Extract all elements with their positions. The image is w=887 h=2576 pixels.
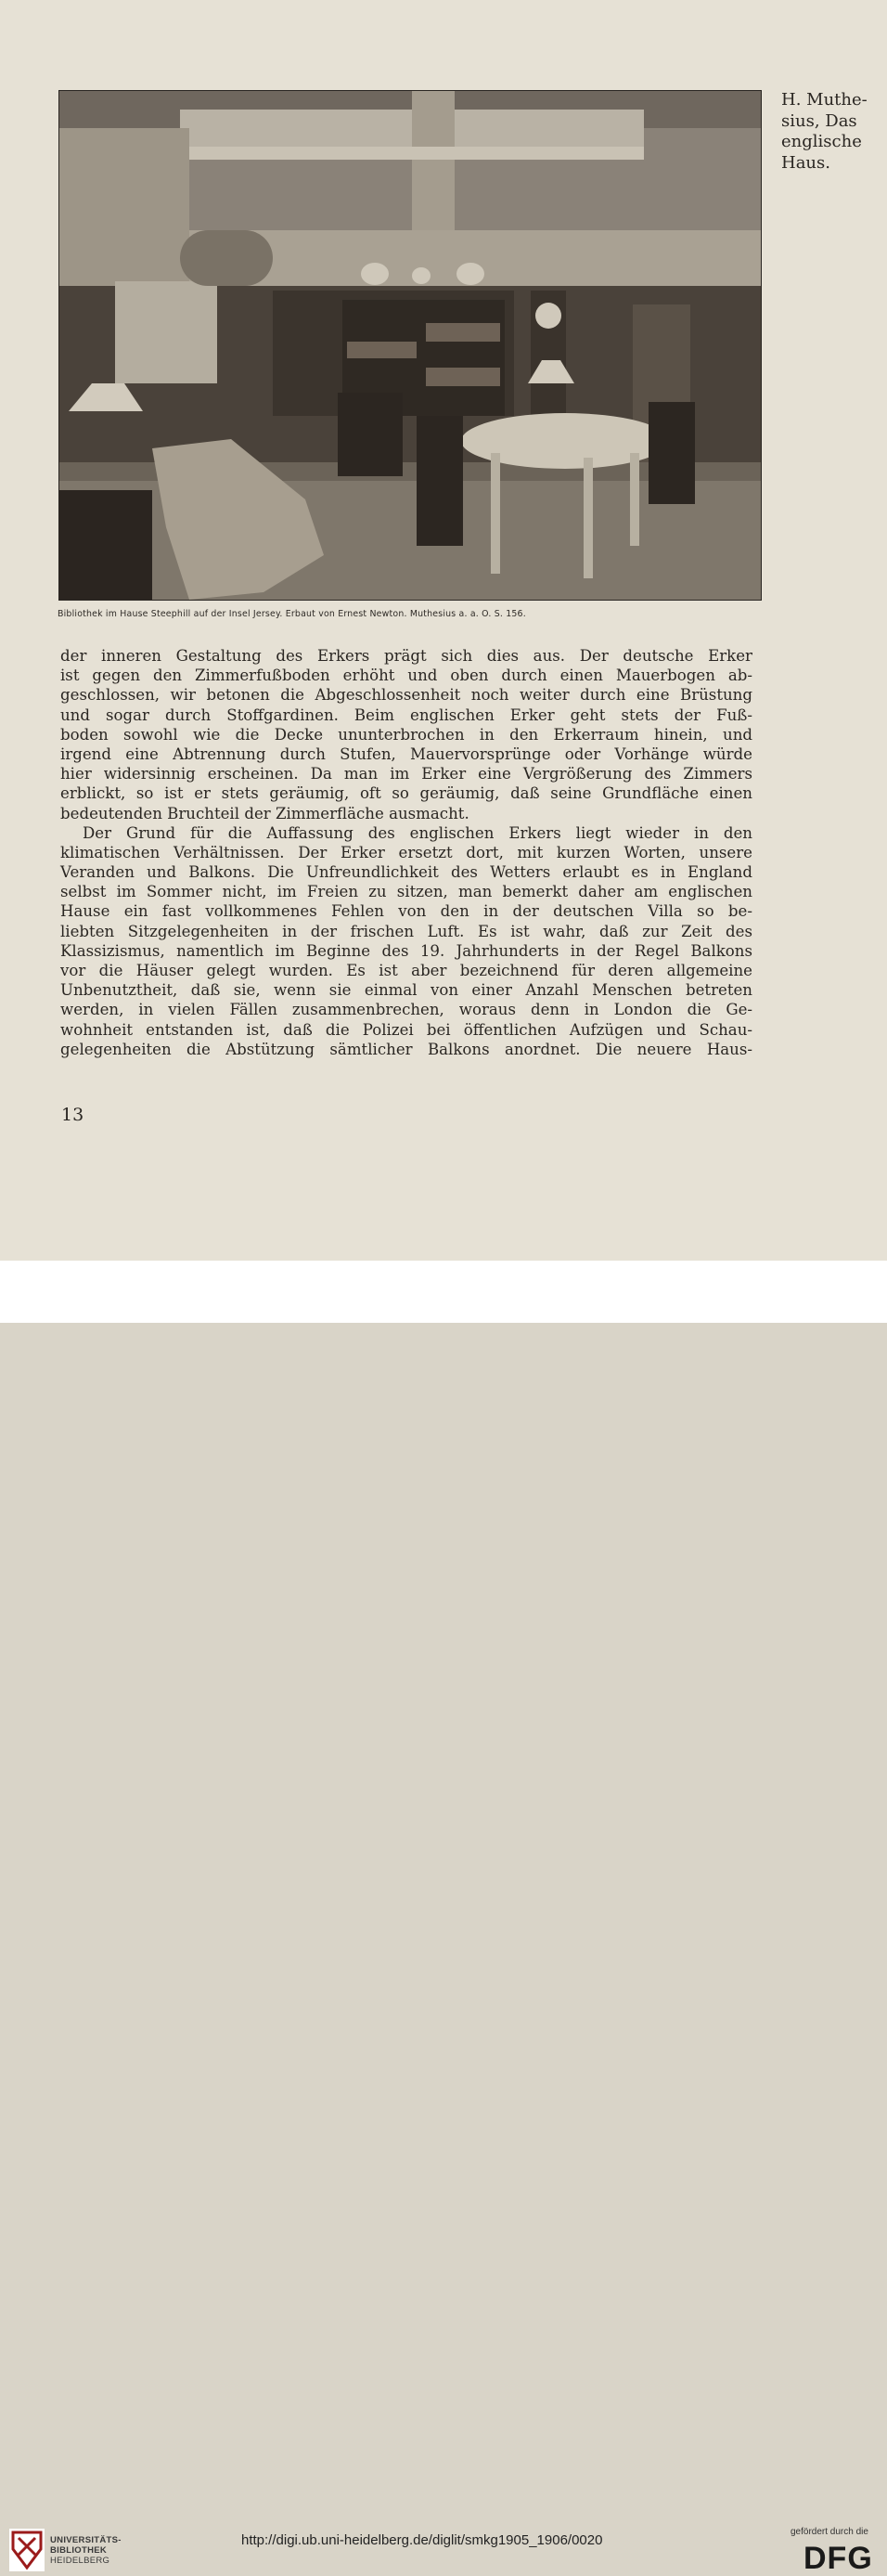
institution-line: BIBLIOTHEK	[50, 2545, 108, 2556]
text-line: klimatischen Verhältnissen. Der Erker ersetzt dort, mit kurzen Worten, unsere	[60, 843, 752, 861]
university-library-logo-icon	[9, 2529, 45, 2571]
text-line: wohnheit entstanden ist, daß die Polizei bei öffentlichen Aufzügen und Schau-	[60, 1020, 752, 1039]
text-line: bedeutenden Bruchteil der Zimmerfläche ausmacht.	[60, 804, 469, 822]
figure-caption: Bibliothek im Hause Steephill auf der Insel Jersey. Erbaut von Ernest Newton. Muthesius a. a. O. S. 156.	[58, 609, 526, 619]
text-line: Unbenutztheit, daß sie, wenn sie einmal von einer Anzahl Menschen betreten	[60, 981, 752, 1000]
margin-note	[781, 90, 883, 174]
viewer-footer	[0, 1261, 887, 2576]
text-line: Hause ein fast vollkommenes Fehlen von den in der deutschen Villa so be-	[60, 902, 752, 921]
permalink-url[interactable]: http://digi.ub.uni-heidelberg.de/diglit/smkg1905_1906/0020	[241, 2532, 603, 2548]
text-line: irgend eine Abtrennung durch Stufen, Mauervorsprünge oder Vorhänge würde	[60, 744, 752, 763]
text-line: gelegenheiten die Abstützung sämtlicher Balkons anordnet. Die neuere Haus-	[60, 1040, 752, 1058]
text-line: Veranden und Balkons. Die Unfreundlichkeit des Wetters erlaubt es in England	[60, 863, 752, 882]
body-text	[60, 646, 752, 1059]
institution-line: UNIVERSITÄTS-	[50, 2535, 122, 2545]
text-line: ist gegen den Zimmerfußboden erhöht und oben durch einen Mauerbogen ab-	[60, 667, 752, 685]
page-number: 13	[61, 1105, 84, 1125]
text-line: selbst im Sommer nicht, im Freien zu sitzen, man bemerkt daher am englischen	[60, 883, 752, 901]
library-photograph	[58, 90, 762, 601]
text-line: liebten Sitzgelegenheiten in der frischen Luft. Es ist wahr, daß zur Zeit des	[60, 922, 752, 940]
dfg-logo[interactable]: DFG	[803, 2541, 873, 2576]
margin-note-line: sius, Das	[781, 110, 857, 131]
institution-line: HEIDELBERG	[50, 2556, 110, 2566]
margin-note-line: englische	[781, 132, 862, 151]
text-line: erblickt, so ist er stets geräumig, oft so geräumig, daß seine Grundfläche einen	[60, 784, 752, 803]
university-library-name	[50, 2535, 122, 2566]
text-line: der inneren Gestaltung des Erkers prägt sich dies aus. Der deutsche Erker	[60, 647, 752, 665]
text-line: und sogar durch Stoffgardinen. Beim englischen Erker geht stets der Fuß-	[60, 705, 752, 724]
funded-by-label: gefördert durch die	[791, 2527, 868, 2537]
text-line: werden, in vielen Fällen zusammenbrechen, woraus denn in London die Ge-	[60, 1001, 752, 1019]
text-line: Der Grund für die Auffassung des englischen Erkers liegt wieder in den	[83, 823, 752, 842]
text-line: vor die Häuser gelegt wurden. Es ist aber bezeichnend für deren allgemeine	[60, 962, 752, 979]
scanned-page	[0, 0, 887, 1261]
margin-note-line: Haus.	[781, 152, 830, 173]
text-line: geschlossen, wir betonen die Abgeschlossenheit noch weiter durch eine Brüstung	[60, 686, 752, 705]
text-line: boden sowohl wie die Decke ununterbrochen in den Erkerraum hinein, und	[60, 725, 752, 744]
library-photo-illustration	[59, 91, 761, 600]
text-line: hier widersinnig erscheinen. Da man im Erker eine Vergrößerung des Zimmers	[60, 765, 752, 783]
margin-note-line: H. Muthe-	[781, 90, 868, 110]
text-line: Klassizismus, namentlich im Beginne des 19. Jahrhunderts in der Regel Balkons	[60, 941, 752, 960]
